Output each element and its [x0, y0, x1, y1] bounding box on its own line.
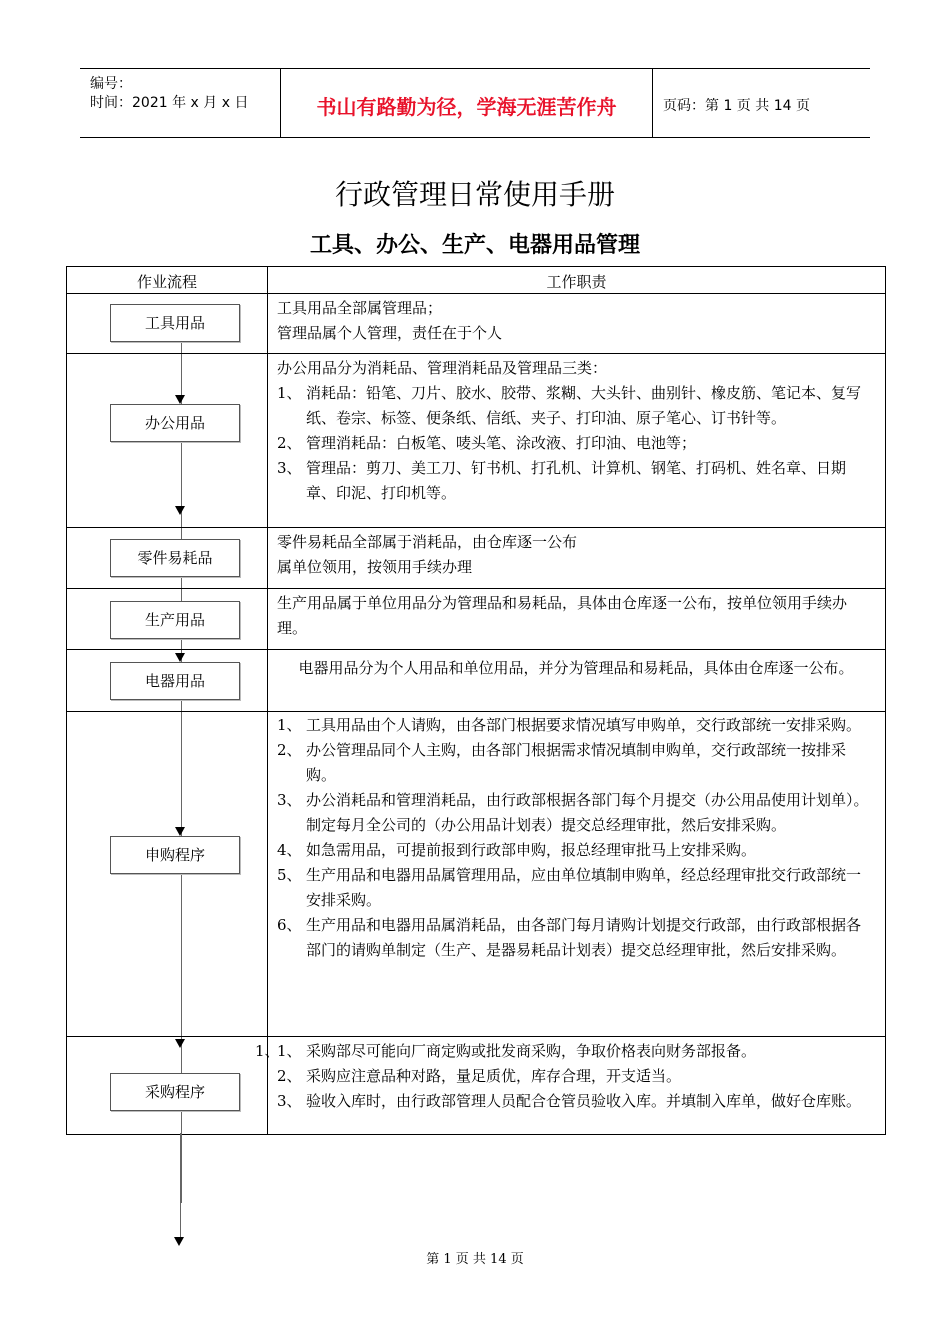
flow-arrow — [175, 827, 185, 836]
flow-step-spare-parts: 零件易耗品 — [110, 539, 240, 577]
row-divider — [67, 711, 885, 712]
list-number: 2、 — [277, 434, 302, 452]
list-text: 管理消耗品：白板笔、唛头笔、涂改液、打印油、电池等； — [306, 434, 697, 452]
duty-cell-production — [277, 591, 875, 641]
list-number: 2、 — [277, 1067, 302, 1085]
duty-list-item — [277, 456, 875, 506]
list-text: 生产用品和电器用品属消耗品，由各部门每月请购计划提交行政部，由行政部根据各部门的请购单制定（生产、是器易耗品计划表）提交总经理审批，然后安排采购。 — [306, 916, 862, 959]
flow-arrow — [175, 506, 185, 515]
header-page-number: 页码：第 1 页 共 14 页 — [663, 98, 810, 114]
list-number: 3、 — [277, 459, 302, 477]
list-number: 2、 — [277, 741, 302, 759]
list-text: 采购部尽可能向厂商定购或批发商采购，争取价格表向财务部报备。 — [306, 1042, 757, 1060]
duty-line: 工具用品全部属管理品； — [277, 299, 443, 317]
list-text: 验收入库时，由行政部管理人员配合仓管员验收入库。并填制入库单，做好仓库账。 — [306, 1092, 862, 1110]
list-text: 如急需用品，可提前报到行政部申购，报总经理审批马上安排采购。 — [306, 841, 757, 859]
duty-text: 生产用品属于单位用品分为管理品和易耗品，具体由仓库逐一公布，按单位领用手续办理。 — [277, 594, 848, 637]
column-divider — [267, 267, 268, 1134]
duty-text: 电器用品分为个人用品和单位用品，并分为管理品和易耗品，具体由仓库逐一公布。 — [298, 659, 854, 677]
duty-cell-electrical — [277, 656, 875, 681]
duty-cell-purchasing — [277, 1039, 875, 1114]
list-number: 5、 — [277, 866, 302, 884]
header-motto-cell — [281, 69, 653, 137]
duty-line: 零件易耗品全部属于消耗品，由仓库逐一公布 — [277, 533, 578, 551]
list-number: 1、 — [277, 1042, 302, 1060]
document-subtitle: 工具、办公、生产、电器用品管理 — [309, 233, 640, 258]
row-divider — [67, 527, 885, 528]
list-number: 3、 — [277, 791, 302, 809]
column-header-workflow: 作业流程 — [136, 273, 197, 291]
duty-list-item — [277, 738, 875, 788]
flow-step-production: 生产用品 — [110, 601, 240, 639]
document-date-label: 时间：2021 年 x 月 x 日 — [90, 95, 249, 111]
duty-list-item — [277, 838, 875, 863]
flow-arrow — [175, 653, 185, 662]
flow-step-tools: 工具用品 — [110, 304, 240, 342]
document-number-label: 编号： — [90, 76, 132, 92]
list-number: 1、 — [277, 716, 302, 734]
duty-cell-spare-parts — [277, 530, 875, 580]
duty-cell-office — [277, 356, 875, 506]
duty-list-item — [277, 1064, 875, 1089]
flow-step-office: 办公用品 — [110, 404, 240, 442]
management-table — [66, 266, 886, 1135]
document-title: 行政管理日常使用手册 — [334, 178, 615, 211]
duty-list-item — [277, 788, 875, 838]
page-header — [80, 68, 870, 138]
duty-cell-tools — [277, 296, 875, 346]
duty-intro: 办公用品分为消耗品、管理消耗品及管理品三类： — [277, 359, 608, 377]
list-text: 办公消耗品和管理消耗品，由行政部根据各部门每个月提交（办公用品使用计划单）。制定每月全公司的（办公用品计划表）提交总经理审批，然后安排采购。 — [306, 791, 869, 834]
list-text: 办公管理品同个人主购，由各部门根据需求情况填制申购单，交行政部统一按排采购。 — [306, 741, 847, 784]
row-divider — [67, 353, 885, 354]
list-text: 生产用品和电器用品属管理用品，应由单位填制申购单，经总经理审批交行政部统一安排采购。 — [306, 866, 862, 909]
duty-list-item — [277, 913, 875, 963]
duty-list-item — [277, 1089, 875, 1114]
row-divider — [67, 1036, 885, 1037]
duty-list-item — [277, 863, 875, 913]
column-header-duties: 工作职责 — [546, 273, 607, 291]
list-text: 消耗品：铅笔、刀片、胶水、胶带、浆糊、大头针、曲别针、橡皮筋、笔记本、复写纸、卷宗、标签、便条纸、信纸、夹子、打印油、原子笔心、订书针等。 — [306, 384, 862, 427]
flow-step-electrical: 电器用品 — [110, 662, 240, 700]
list-text: 管理品：剪刀、美工刀、钉书机、打孔机、计算机、钢笔、打码机、姓名章、日期章、印泥、打印机等。 — [306, 459, 847, 502]
row-divider — [67, 649, 885, 650]
row-divider — [67, 588, 885, 589]
flow-step-purchasing: 采购程序 — [110, 1073, 240, 1111]
stray-list-number: 1、 — [255, 1042, 280, 1060]
flow-step-requisition: 申购程序 — [110, 836, 240, 874]
duty-list-item — [277, 1039, 875, 1064]
header-motto: 书山有路勤为径，学海无涯苦作舟 — [316, 95, 617, 119]
duty-list-item — [277, 381, 875, 431]
list-number: 3、 — [277, 1092, 302, 1110]
duty-cell-requisition — [277, 713, 875, 963]
row-divider — [67, 293, 885, 294]
duty-line: 属单位领用，按领用手续办理 — [277, 558, 473, 576]
list-number: 1、 — [277, 384, 302, 402]
flow-connector-tail — [180, 1133, 181, 1237]
header-page-cell — [653, 69, 870, 137]
list-text: 采购应注意品种对路，量足质优，库存合理，开支适当。 — [306, 1067, 682, 1085]
page-footer: 第 1 页 共 14 页 — [426, 1252, 524, 1267]
header-info-cell — [80, 69, 281, 137]
flow-arrow-end — [174, 1237, 184, 1246]
flow-arrow — [175, 1039, 185, 1048]
flow-arrow — [175, 395, 185, 404]
duty-list-item — [277, 431, 875, 456]
list-number: 6、 — [277, 916, 302, 934]
list-text: 工具用品由个人请购，由各部门根据要求情况填写申购单，交行政部统一安排采购。 — [306, 716, 862, 734]
list-number: 4、 — [277, 841, 302, 859]
duty-list-item — [277, 713, 875, 738]
duty-line: 管理品属个人管理，责任在于个人 — [277, 324, 503, 342]
